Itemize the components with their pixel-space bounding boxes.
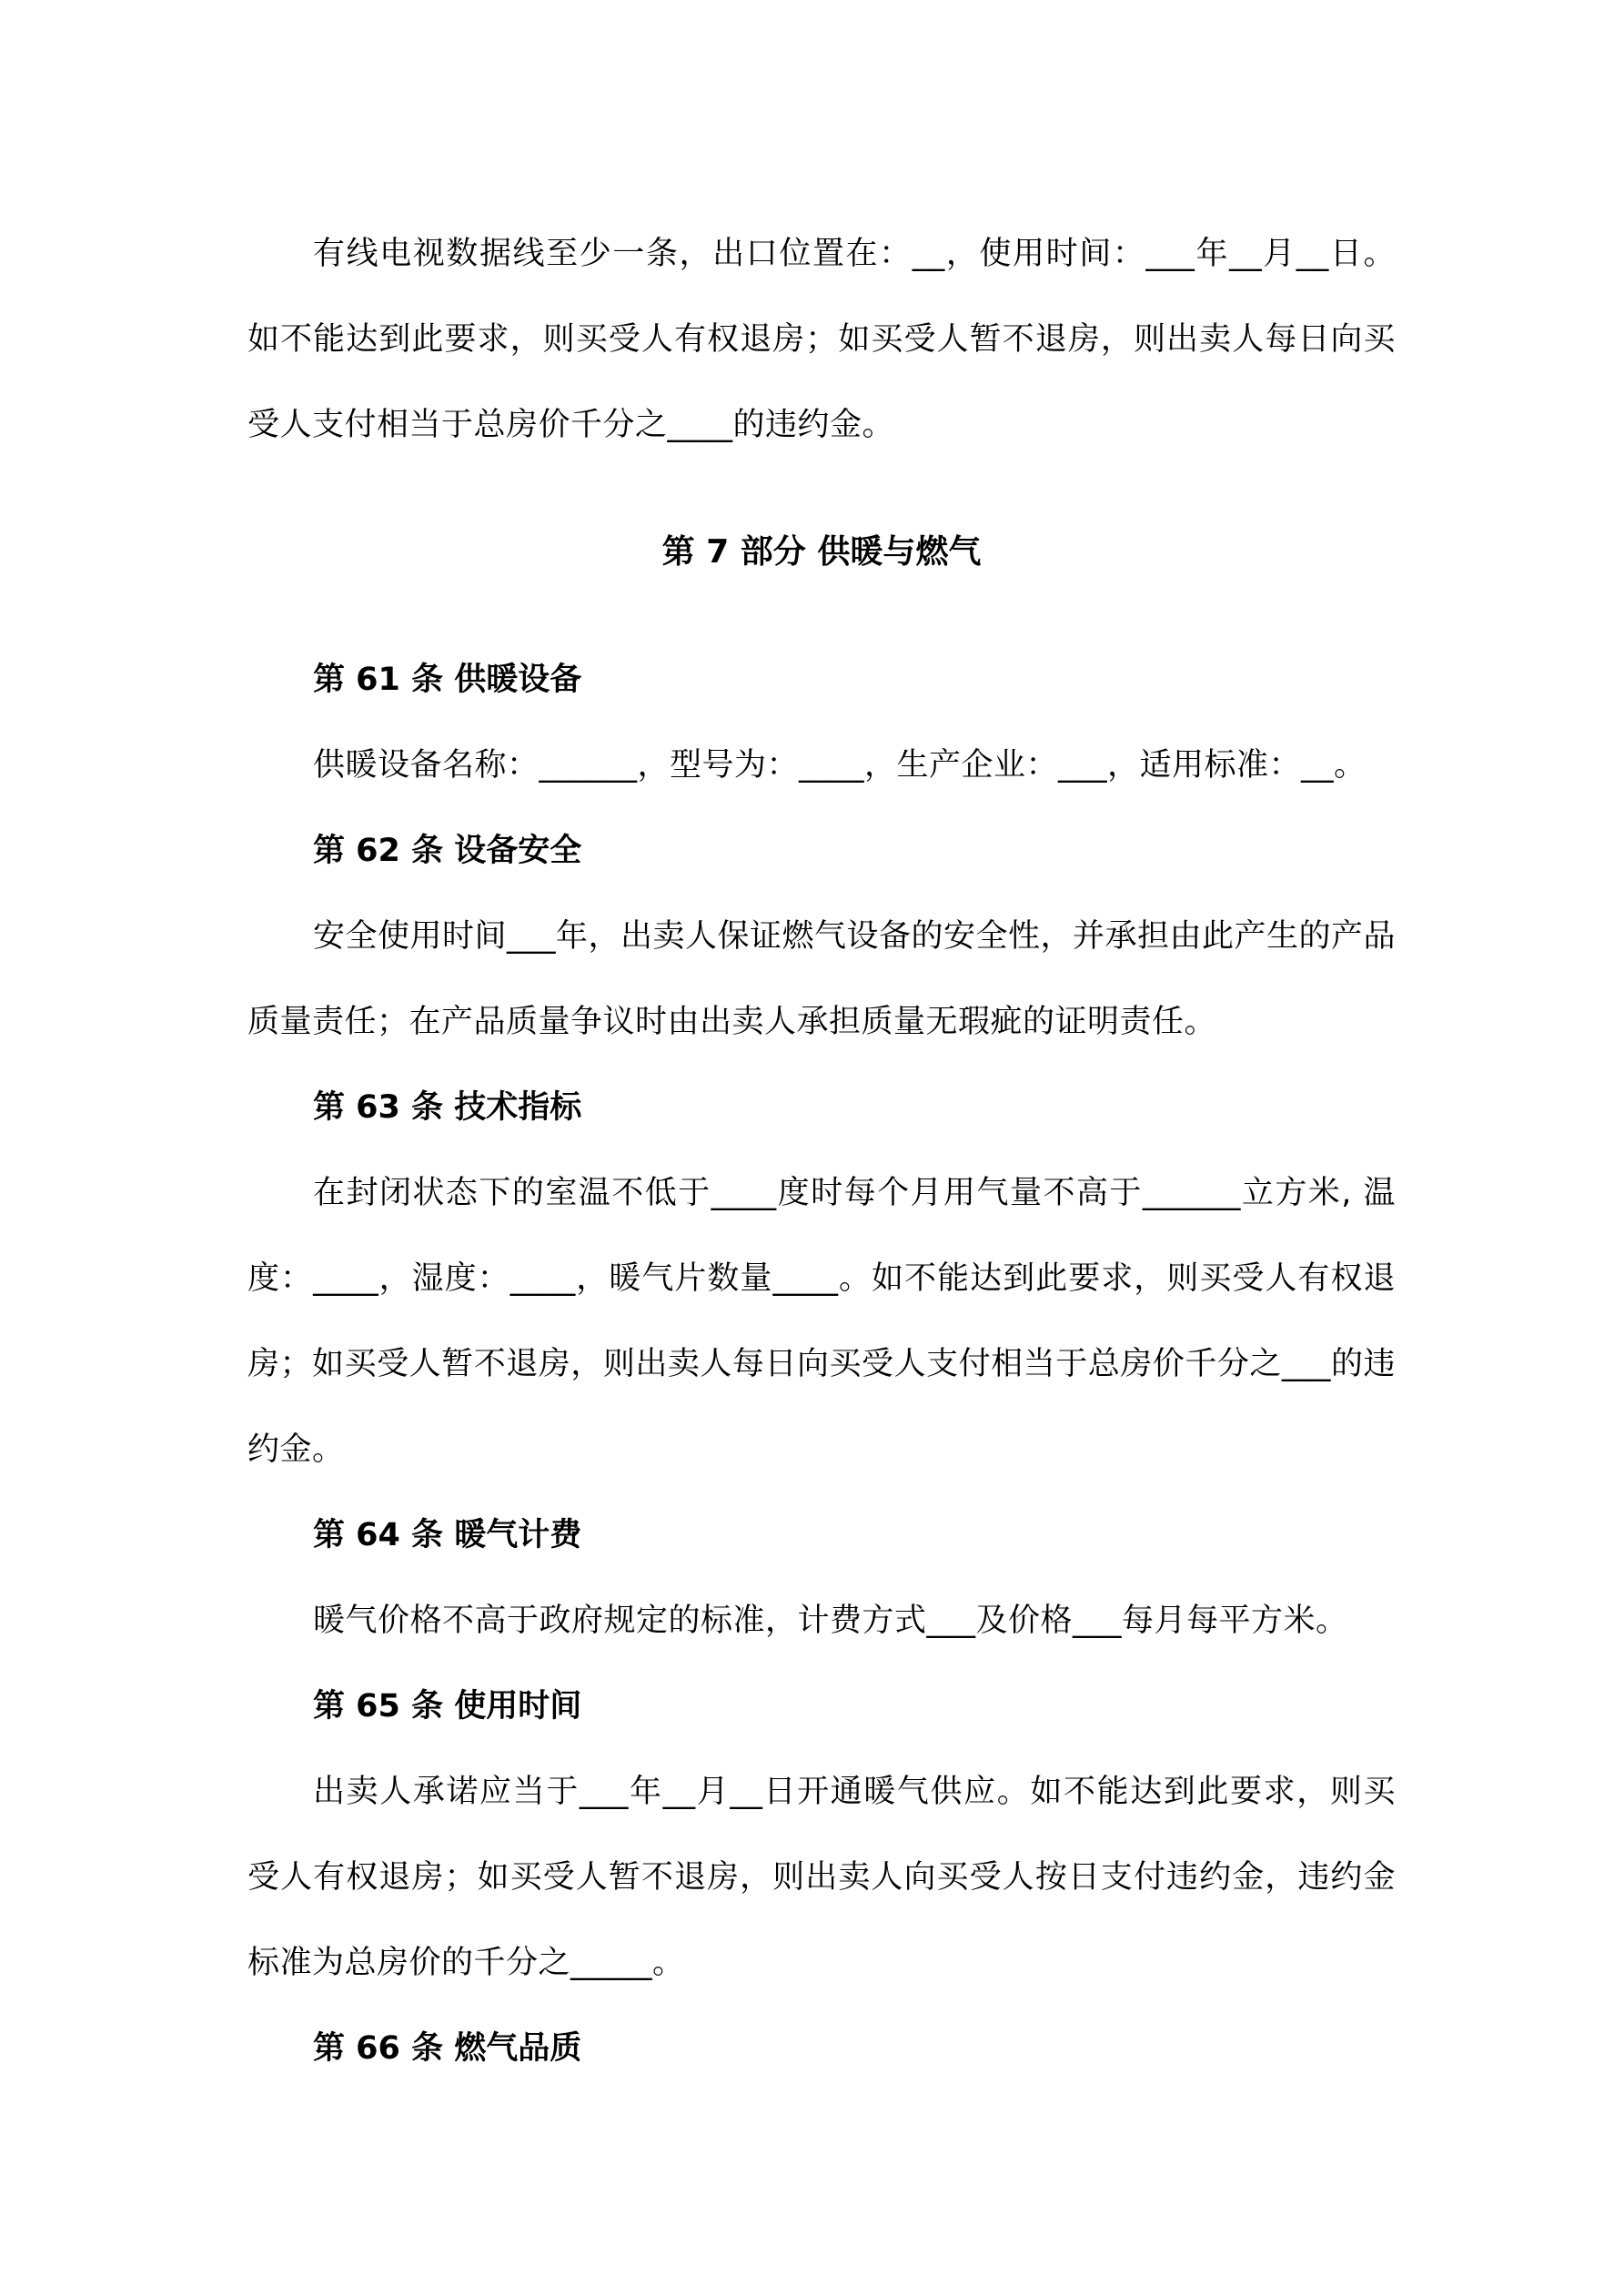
- article-63-title: 第 63 条 技术指标: [313, 1089, 582, 1126]
- article-65-title: 第 65 条 使用时间: [313, 1688, 582, 1725]
- article-63-body: 在封闭状态下的室温不低于____度时每个月用气量不高于______立方米, 温度：____，湿度：____，暖气片数量____。如不能达到此要求，则买受人有权退房；如买受人暂不退房，则出卖人每日向买受人支付相当于总房价千分之___的违约金。: [247, 1175, 1396, 1468]
- article-64-title: 第 64 条 暖气计费: [313, 1517, 582, 1553]
- article-61-title: 第 61 条 供暖设备: [313, 662, 582, 698]
- article-62-title: 第 62 条 设备安全: [313, 833, 582, 869]
- intro-paragraph: 有线电视数据线至少一条，出口位置在：__，使用时间：___年__月__日。如不能达到此要求，则买受人有权退房；如买受人暂不退房，则出卖人每日向买受人支付相当于总房价千分之____的违约金。: [247, 236, 1396, 443]
- article-64-body: 暖气价格不高于政府规定的标准，计费方式___及价格___每月每平方米。: [313, 1603, 1348, 1639]
- article-61-body: 供暖设备名称：______，型号为：____，生产企业：___，适用标准：__。: [313, 747, 1367, 784]
- section-title: 第 7 部分 供暖与燃气: [661, 533, 982, 571]
- article-65-body: 出卖人承诺应当于___年__月__日开通暖气供应。如不能达到此要求，则买受人有权退房；如买受人暂不退房，则出卖人向买受人按日支付违约金，违约金标准为总房价的千分之_____。: [247, 1774, 1396, 1981]
- article-62-body: 安全使用时间___年，出卖人保证燃气设备的安全性，并承担由此产生的产品质量责任；在产品质量争议时由出卖人承担质量无瑕疵的证明责任。: [247, 918, 1397, 1040]
- article-66-title: 第 66 条 燃气品质: [313, 2030, 582, 2067]
- document-content: [247, 211, 1396, 2091]
